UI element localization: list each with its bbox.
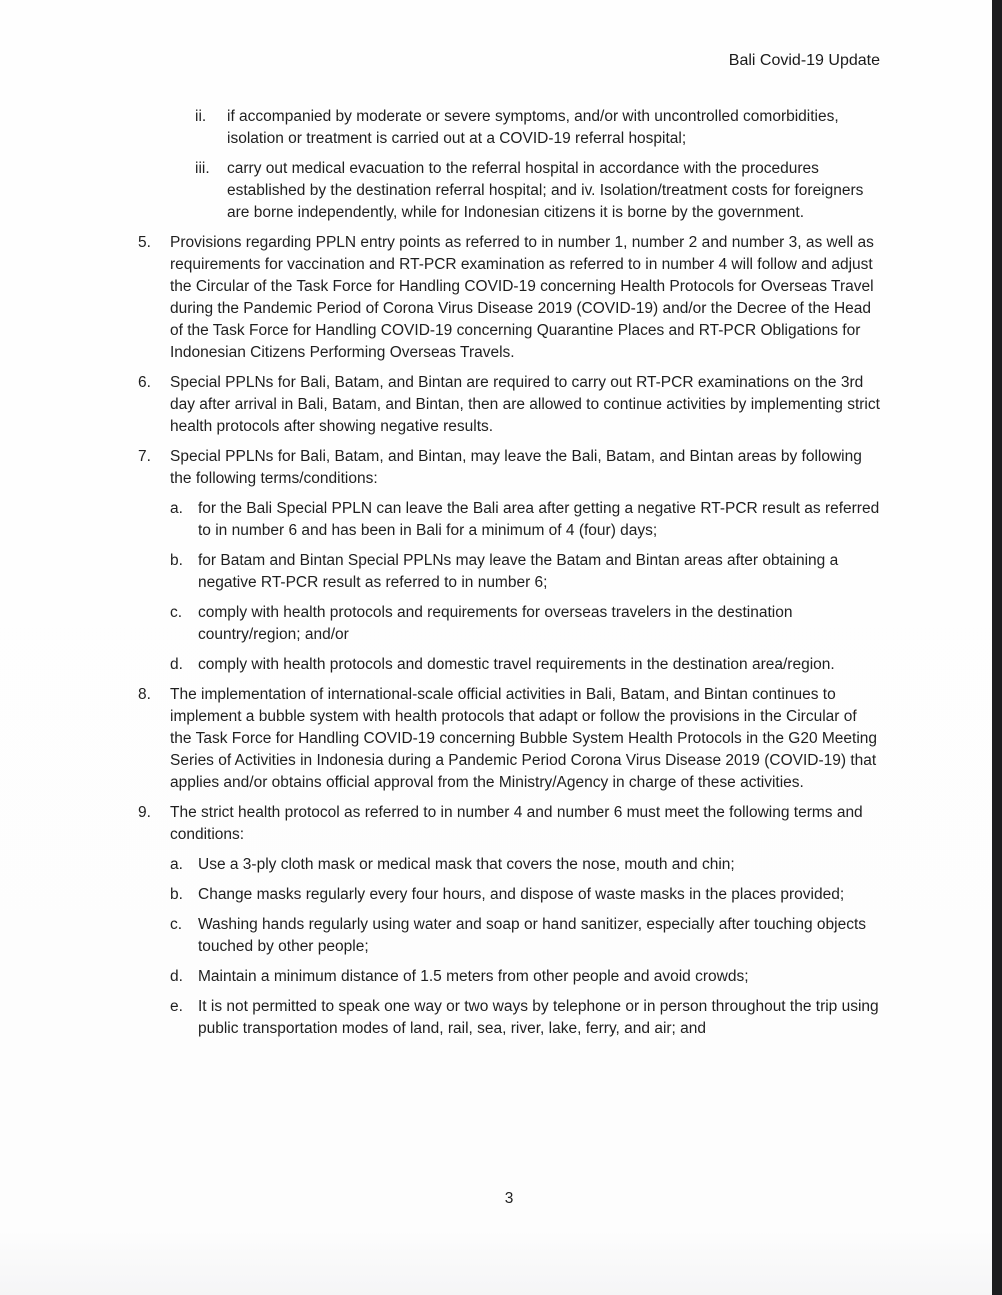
list-item-text: for Batam and Bintan Special PPLNs may leave the Batam and Bintan areas after obtaining a negative RT-PCR result as referred to in number 6; [198,552,839,591]
list-item-text: Special PPLNs for Bali, Batam, and Bintan, may leave the Bali, Batam, and Bintan areas by following the following terms/conditions: [170,448,862,487]
list-item-iii [138,158,880,224]
scan-edge-bar [992,0,1002,1295]
list-item-marker: iii. [195,160,210,177]
list-item-7 [138,446,880,490]
list-item-marker: d. [170,656,183,673]
list-item-text: It is not permitted to speak one way or two ways by telephone or in person throughout the trip using public transportation modes of land, rail, sea, river, lake, ferry, and air; and [198,998,879,1037]
list-item-marker: b. [170,552,183,569]
list-item-text: Use a 3-ply cloth mask or medical mask that covers the nose, mouth and chin; [198,856,735,873]
list-item-marker: a. [170,500,183,517]
list-item-9b [138,884,880,906]
page-number: 3 [504,1190,514,1207]
list-item-9a [138,854,880,876]
list-item-text: The implementation of international-scale official activities in Bali, Batam, and Bintan continues to implement a bubble system with health protocols that adapt or follow the provisions in the Circular of the Task Force for Handling COVID-19 concerning Bubble System Health Protocols in the G20 Meeting Series of Activities in Indonesia during a Pandemic Period Corona Virus Disease 2019 (COVID-19) that applies and/or obtains official approval from the Ministry/Agency in charge of these activities. [170,686,878,791]
list-item-6 [138,372,880,438]
list-item-text: carry out medical evacuation to the referral hospital in accordance with the procedures established by the destination referral hospital; and iv. Isolation/treatment costs for foreigners are borne independently, while for Indonesian citizens it is borne by the government. [227,160,864,221]
list-item-9c [138,914,880,958]
list-item-marker: ii. [195,108,207,125]
list-item-marker: c. [170,604,183,621]
list-item-7d [138,654,880,676]
list-item-text: Maintain a minimum distance of 1.5 meters from other people and avoid crowds; [198,968,749,985]
list-item-text: Change masks regularly every four hours, and dispose of waste masks in the places provided; [198,886,845,903]
document-body [138,106,880,1048]
list-item-5 [138,232,880,364]
list-item-8 [138,684,880,794]
list-item-7b [138,550,880,594]
list-item-7a [138,498,880,542]
list-item-9e [138,996,880,1040]
header-title: Bali Covid-19 Update [728,52,880,69]
list-item-marker: 9. [138,804,151,821]
list-item-marker: 8. [138,686,151,703]
list-item-marker: c. [170,916,183,933]
list-item-marker: e. [170,998,183,1015]
list-item-9d [138,966,880,988]
list-item-text: comply with health protocols and requirements for overseas travelers in the destination country/region; and/or [198,604,793,643]
list-item-marker: 7. [138,448,151,465]
list-item-ii [138,106,880,150]
list-item-text: comply with health protocols and domestic travel requirements in the destination area/region. [198,656,835,673]
list-item-text: Provisions regarding PPLN entry points as referred to in number 1, number 2 and number 3, as well as requirements for vaccination and RT-PCR examination as referred to in number 4 will follow and adjust the Circular of the Task Force for Handling COVID-19 concerning Health Protocols for Overseas Travel during the Pandemic Period of Corona Virus Disease 2019 (COVID-19) and/or the Decree of the Head of the Task Force for Handling COVID-19 concerning Quarantine Places and RT-PCR Obligations for Indonesian Citizens Performing Overseas Travels. [170,234,874,361]
list-item-marker: a. [170,856,183,873]
list-item-text: The strict health protocol as referred to in number 4 and number 6 must meet the following terms and conditions: [170,804,863,843]
list-item-text: for the Bali Special PPLN can leave the Bali area after getting a negative RT-PCR result as referred to in number 6 and has been in Bali for a minimum of 4 (four) days; [198,500,880,539]
list-item-text: Washing hands regularly using water and soap or hand sanitizer, especially after touching objects touched by other people; [198,916,867,955]
list-item-marker: b. [170,886,183,903]
list-item-text: Special PPLNs for Bali, Batam, and Bintan are required to carry out RT-PCR examinations on the 3rd day after arrival in Bali, Batam, and Bintan, then are allowed to continue activities by implementing strict health protocols after showing negative results. [170,374,880,435]
list-item-marker: 6. [138,374,151,391]
list-item-text: if accompanied by moderate or severe symptoms, and/or with uncontrolled comorbidities, isolation or treatment is carried out at a COVID-19 referral hospital; [227,108,839,147]
list-item-marker: 5. [138,234,151,251]
list-item-marker: d. [170,968,183,985]
list-item-7c [138,602,880,646]
list-item-9 [138,802,880,846]
